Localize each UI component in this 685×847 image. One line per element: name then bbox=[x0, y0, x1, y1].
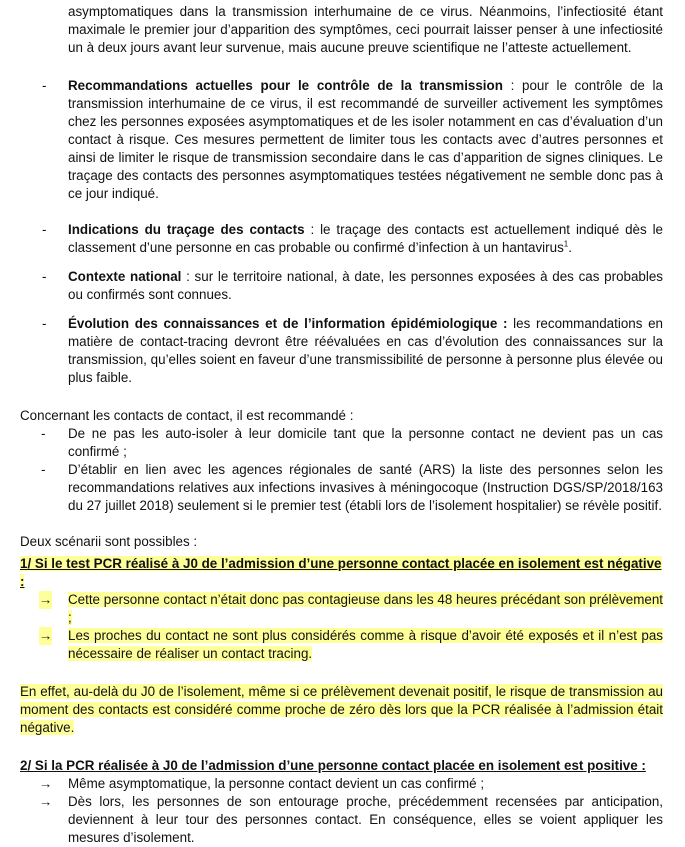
scenario-2-item bbox=[39, 793, 663, 847]
bullet-dash: - bbox=[42, 316, 47, 331]
bullet-title: Indications du traçage des contacts bbox=[68, 222, 305, 237]
bullet-text: les recommandations en matière de contact-tracing devront être réévaluées en cas d’évolution des connaissances sur la transmission, qu’elles soient en faveur d’une transmissibilité de personne à personne plus élevée ou plus faible. bbox=[68, 316, 663, 385]
contacts-item bbox=[41, 461, 663, 515]
bullet-title: Recommandations actuelles pour le contrôle de la transmission bbox=[68, 78, 503, 93]
arrow-icon: → bbox=[39, 628, 53, 643]
scenario-1-item-text: Cette personne contact n’était donc pas contagieuse dans les 48 heures précédant son prélèvement ; bbox=[68, 592, 663, 625]
bullet-dash: - bbox=[41, 426, 46, 441]
contacts-item-text: De ne pas les auto-isoler à leur domicile tant que la personne contact ne devient pas un cas confirmé ; bbox=[68, 426, 663, 459]
bullet-indications bbox=[42, 221, 663, 257]
bullet-text: : le traçage des contacts est actuellement indiqué dès le classement d’une personne en cas probable ou confirmé d’infection à un hantavirus bbox=[68, 222, 663, 255]
bullet-contexte bbox=[42, 268, 663, 304]
scenario-2-item-text: Même asymptomatique, la personne contact devient un cas confirmé ; bbox=[68, 776, 485, 791]
scenario-1-heading: 1/ Si le test PCR réalisé à J0 de l’admission d’une personne contact placée en isolement est négative : bbox=[20, 556, 662, 589]
bullet-text: : pour le contrôle de la transmission interhumaine de ce virus, il est recommandé de surveiller activement les symptômes chez les personnes exposées asymptomatiques et de les isoler notamment en cas d’évaluation d’un contact à risque. Ces mesures permettent de limiter tous les contacts avec d’autres personnes et ainsi de limiter le risque de transmission secondaire dans le cas d’apparition de signes cliniques. Le traçage des contacts des personnes asymptomatiques testées négativement ne semble donc pas à ce jour indiqué. bbox=[68, 78, 663, 201]
intro-continuation: asymptomatiques dans la transmission interhumaine de ce virus. Néanmoins, l’infectiosité étant maximale le premier jour d’apparition des symptômes, ceci pourrait laisser penser à une infectiosité un à deux jours avant leur survenue, mais aucune preuve scientifique ne l’atteste actuellement. bbox=[68, 4, 663, 55]
scenario-2-item bbox=[39, 775, 663, 793]
bullet-evolution bbox=[42, 315, 663, 387]
arrow-icon: → bbox=[39, 794, 53, 809]
bullet-recommandations bbox=[42, 77, 663, 203]
arrow-icon: → bbox=[39, 592, 53, 607]
contacts-item-text: D’établir en lien avec les agences régionales de santé (ARS) la liste des personnes selon les recommandations relatives aux infections invasives à méningocoque (Instruction DGS/SP/2018/163 du 27 juillet 2018) seulement si le premier test (établi lors de l’isolement hospitalier) se révèle positif. bbox=[68, 462, 663, 513]
bullet-tail: . bbox=[568, 240, 572, 255]
scenarios-intro: Deux scénarii sont possibles : bbox=[20, 534, 198, 549]
bullet-dash: - bbox=[41, 462, 46, 477]
bullet-title: Contexte national bbox=[68, 269, 182, 284]
scenario-1-item bbox=[39, 591, 663, 627]
bullet-title: Évolution des connaissances et de l’information épidémiologique : bbox=[68, 316, 508, 331]
scenario-1-note: En effet, au-delà du J0 de l’isolement, même si ce prélèvement devenait positif, le risque de transmission au moment des contacts est considéré comme proche de zéro dès lors que la PCR réalisée à l’admission était négative. bbox=[20, 684, 663, 735]
document-page bbox=[0, 3, 685, 847]
arrow-icon: → bbox=[39, 776, 53, 791]
bullet-dash: - bbox=[42, 269, 47, 284]
contacts-item bbox=[41, 425, 663, 461]
scenario-1-item bbox=[39, 627, 663, 663]
footnote-marker: 1 bbox=[563, 239, 569, 249]
scenario-2-item-text: Dès lors, les personnes de son entourage proche, précédemment recensées par anticipation, deviennent à leur tour des personnes contact. En conséquence, elles se voient appliquer les mesures d’isolement. bbox=[68, 794, 663, 845]
scenario-2-heading: 2/ Si la PCR réalisée à J0 de l’admission d’une personne contact placée en isolement est positive : bbox=[20, 758, 646, 773]
scenario-1-item-text: Les proches du contact ne sont plus considérés comme à risque d’avoir été exposés et il n’est pas nécessaire de réaliser un contact tracing. bbox=[68, 628, 663, 661]
bullet-dash: - bbox=[42, 78, 47, 93]
contacts-intro: Concernant les contacts de contact, il est recommandé : bbox=[20, 408, 354, 423]
bullet-text: : sur le territoire national, à date, les personnes exposées à des cas probables ou confirmés sont connues. bbox=[68, 269, 663, 302]
bullet-dash: - bbox=[42, 222, 47, 237]
